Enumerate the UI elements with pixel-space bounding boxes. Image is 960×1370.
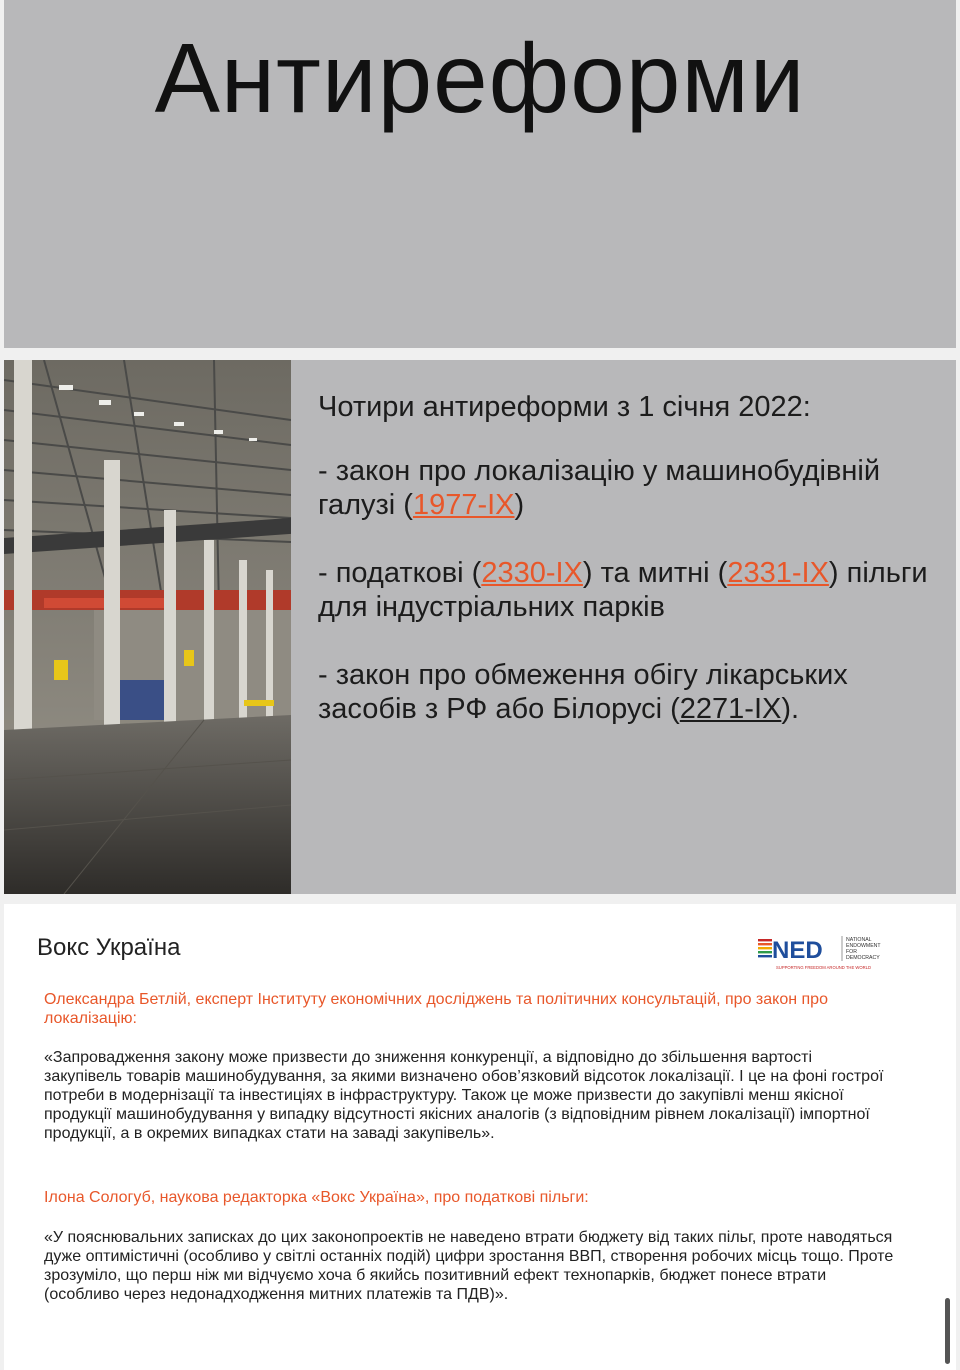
content-slide	[4, 360, 956, 894]
slide-title: Антиреформи	[154, 23, 806, 133]
svg-text:SUPPORTING FREEDOM AROUND THE: SUPPORTING FREEDOM AROUND THE WORLD	[776, 965, 872, 970]
svg-text:DEMOCRACY: DEMOCRACY	[846, 955, 880, 961]
list-item-medicines: - закон про обмеження обігу лікарських засобів з РФ або Білорусі (2271-IX).	[318, 659, 848, 725]
quote1-author: Олександра Бетлій, експерт Інституту економічних досліджень та політичних консультацій, про закон про локалізацію:	[44, 991, 828, 1027]
scrollbar[interactable]	[945, 1298, 950, 1364]
quote2-author: Ілона Сологуб, наукова редакторка «Вокс Україна», про податкові пільги:	[44, 1189, 589, 1206]
quote1-text: «Запровадження закону може призвести до зниження конкуренції, а відповідно до збільшення вартості закупівель товарів машинобудування, за якими визначено обов’язковий відсоток локалізації. І це на фоні гострої потреби в модернізації та інвестиціях в інфраструктуру. Також це може призвести до закупівлі менш якісної продукції машинобудування у випадку відсутності якісних аналогів (з відповідним рівнем локалізації) імпортної продукції, а в окремих випадках стати на заваді закупівель».	[44, 1049, 884, 1142]
svg-text:NATIONAL: NATIONAL	[846, 937, 872, 943]
factory-hall-photo	[4, 360, 291, 894]
law-link-2330[interactable]: 2330-IX	[481, 557, 583, 589]
title-slide	[4, 0, 956, 348]
svg-text:FOR: FOR	[846, 949, 857, 955]
doc-title: Вокс Україна	[37, 934, 181, 961]
svg-text:NED: NED	[772, 937, 823, 964]
list-heading: Чотири антиреформи з 1 січня 2022:	[318, 391, 811, 423]
law-link-1977[interactable]: 1977-IX	[412, 489, 515, 521]
list-item-industrial-parks: - податкові (2330-IX) та митні (2331-IX) пільги для індустріальних парків	[318, 557, 928, 623]
svg-text:ENDOWMENT: ENDOWMENT	[846, 943, 881, 949]
antireforms-list	[318, 390, 938, 760]
ned-logo	[756, 928, 906, 974]
document-page	[4, 904, 956, 1370]
quote2-text: «У пояснювальних записках до цих законопроектів не наведено втрати бюджету від таких пільг, проте наводяться дуже оптимістичні (особливо у світлі останніх подій) цифри зростання ВВП, створення робочих місць тощо. Проте зрозуміло, що перш ніж ми відчуємо хоча б якийсь позитивний ефект технопарків, бюджет понесе втрати (особливо через недонадходження митних платежів та ПДВ)».	[44, 1229, 894, 1303]
list-item-localization: - закон про локалізацію у машинобудівній галузі (1977-IX)	[318, 455, 881, 521]
law-link-2331[interactable]: 2331-IX	[727, 557, 829, 589]
law-link-2271[interactable]: 2271-IX	[679, 693, 782, 725]
